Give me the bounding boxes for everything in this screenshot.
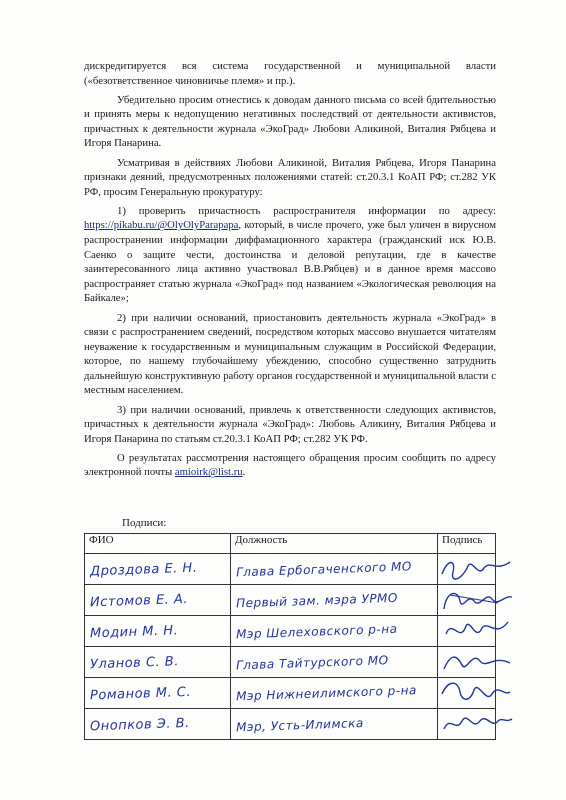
handwritten-signature (438, 614, 513, 648)
signer-position: Глава Тайтурского МО (235, 653, 389, 673)
header-position: Должность (231, 534, 438, 554)
signer-name: Истомов Е. А. (89, 591, 189, 610)
pikabu-link[interactable]: https://pikabu.ru/@OlyOlyParapapa (84, 219, 239, 232)
header-fio: ФИО (85, 534, 231, 554)
handwritten-signature (438, 707, 513, 741)
signature-row (85, 709, 496, 740)
signature-row (85, 585, 496, 616)
signature-row (85, 647, 496, 678)
header-signature: Подпись (438, 534, 496, 554)
signatures-table (84, 533, 496, 740)
handwritten-signature (438, 583, 513, 617)
signer-name: Модин М. Н. (89, 622, 179, 641)
paragraph-7-start: О результатах рассмотрения настоящего обращения просим сообщить по адресу электронной почты (84, 451, 496, 479)
signer-position: Мэр, Усть-Илимска (235, 715, 364, 735)
paragraph-4-end: , который, в числе прочего, уже был уличен в вирусном распространении информации диффамационного характера (гражданский иск Ю.В. Саенко о защите чести, достоинства и деловой репутации, где в качестве заинтересованного лица активно участвовал В.В.Рябцев) и в данное время массово распространяет статью журнала «ЭкоГрад» под названием «Экологическая революция на Байкале»; (84, 219, 496, 305)
handwritten-signature (438, 676, 513, 710)
paragraph-6: 3) при наличии оснований, привлечь к ответственности следующих активистов, причастных к деятельности журнала «ЭкоГрад»: Любовь Аликину, Виталия Рябцева и Игоря Панарина по статьям ст.20.3.1 КоАП РФ; ст.282 УК РФ. (84, 403, 496, 445)
letter-body (84, 59, 496, 485)
signatures-caption: Подписи: (122, 517, 167, 529)
signature-row (85, 616, 496, 647)
signer-name: Дроздова Е. Н. (89, 560, 198, 579)
signer-position: Первый зам. мэра УРМО (235, 590, 399, 611)
paragraph-1: дискредитируется вся система государственной и муниципальной власти («безответственное чиновничье племя» и пр.). (84, 60, 496, 87)
signer-name: Онопков Э. В. (89, 715, 190, 734)
paragraph-3: Усматривая в действиях Любови Аликиной, Виталия Рябцева, Игоря Панарина признаки деяний, предусмотренных положениями статей: ст.20.3.1 КоАП РФ; ст.282 УК РФ, просим Генеральную прокуратуру: (84, 156, 496, 198)
paragraph-7 (84, 451, 496, 480)
signatures-header-row (85, 534, 496, 554)
signature-row (85, 554, 496, 585)
paragraph-2: Убедительно просим отнестись к доводам данного письма со всей бдительностью и принять меры к недопущению негативных последствий от деятельности активистов, причастных к деятельности журнала «ЭкоГрад» Любови Аликиной, Виталия Рябцева и Игоря Панарина. (84, 93, 496, 150)
signature-row (85, 678, 496, 709)
paragraph-4 (84, 204, 496, 306)
paragraph-4-start: 1) проверить причастность распространителя информации по адресу: (117, 204, 496, 217)
paragraph-5: 2) при наличии оснований, приостановить деятельность журнала «ЭкоГрад» в связи с распространением сведений, посредством которых массово внушается читателям неуважение к государственным и муниципальным служащим в Российской Федерации, которое, по нашему глубочайшему убеждению, способно существенно затруднить дальнейшую конструктивную работу органов государственной и муниципальной власти с местным населением. (84, 311, 496, 397)
signer-position: Мэр Шелеховского р-на (235, 621, 398, 642)
handwritten-signature (438, 645, 513, 679)
signer-position: Мэр Нижнеилимского р-на (235, 683, 418, 704)
paragraph-7-end: . (242, 466, 246, 479)
handwritten-signature (438, 552, 513, 586)
signer-name: Романов М. С. (89, 684, 192, 703)
signer-position: Глава Ербогаченского МО (235, 559, 413, 580)
email-link[interactable]: amioirk@list.ru (174, 466, 243, 479)
signer-name: Уланов С. В. (89, 653, 180, 672)
